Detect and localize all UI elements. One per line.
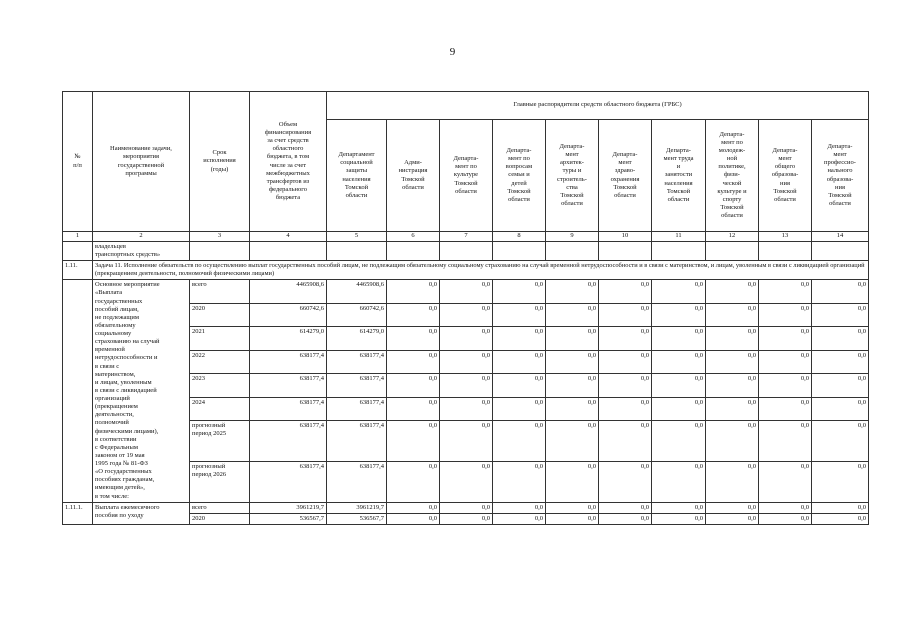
header-term: Срок исполнения (годы) xyxy=(190,92,250,232)
grbs-value: 0,0 xyxy=(599,461,652,502)
term-cell: 2020 xyxy=(190,303,250,327)
grbs-value: 0,0 xyxy=(652,280,706,304)
task-text: Задача 11. Исполнение обязательств по осуществлению выплат государственных пособий лицам, не подлежащим обязательному социальному страхованию на случай временной нетрудоспособности и в связи с материнством, и лицам, уволенным в связи с ликвидацией организаций (прекращением деятельности, полномочий физическими лицами) xyxy=(93,261,869,280)
empty-cell xyxy=(190,242,250,261)
empty-cell xyxy=(387,242,440,261)
grbs-value: 0,0 xyxy=(387,397,440,421)
grbs-value: 0,0 xyxy=(493,461,546,502)
grbs-value: 0,0 xyxy=(440,327,493,351)
grbs-value: 0,0 xyxy=(706,461,759,502)
grbs-value: 0,0 xyxy=(706,327,759,351)
grbs-value: 0,0 xyxy=(812,374,869,398)
grbs-value: 0,0 xyxy=(759,280,812,304)
grbs-value: 0,0 xyxy=(759,461,812,502)
grbs-value: 0,0 xyxy=(812,350,869,374)
column-number: 10 xyxy=(599,232,652,242)
grbs-value: 0,0 xyxy=(440,502,493,513)
grbs-value: 0,0 xyxy=(387,303,440,327)
grbs-value: 0,0 xyxy=(387,502,440,513)
grbs-value: 0,0 xyxy=(652,374,706,398)
term-cell: 2023 xyxy=(190,374,250,398)
event-number: 1.11.1. xyxy=(63,502,93,524)
column-number: 13 xyxy=(759,232,812,242)
grbs-value: 0,0 xyxy=(546,350,599,374)
grbs-value: 0,0 xyxy=(759,327,812,351)
column-number: 14 xyxy=(812,232,869,242)
grbs-value: 0,0 xyxy=(387,350,440,374)
empty-cell xyxy=(546,242,599,261)
grbs-value: 0,0 xyxy=(387,421,440,462)
grbs-value: 0,0 xyxy=(706,350,759,374)
empty-cell xyxy=(759,242,812,261)
term-cell: 2024 xyxy=(190,397,250,421)
grbs-value: 0,0 xyxy=(652,327,706,351)
grbs-value: 0,0 xyxy=(440,350,493,374)
column-number: 2 xyxy=(93,232,190,242)
header-grbs-col: Департа- мент по культуре Томской области xyxy=(440,120,493,232)
grbs-value: 0,0 xyxy=(706,303,759,327)
header-grbs-col: Департа- мент профессио- нального образова- ния Томской области xyxy=(812,120,869,232)
empty-cell xyxy=(440,242,493,261)
grbs-value: 536567,7 xyxy=(327,513,387,524)
grbs-value: 0,0 xyxy=(493,303,546,327)
header-grbs-col: Департа- мент архитек- туры и строитель- ства Томской области xyxy=(546,120,599,232)
grbs-value: 0,0 xyxy=(546,513,599,524)
grbs-value: 0,0 xyxy=(493,327,546,351)
total-value: 638177,4 xyxy=(250,374,327,398)
column-number: 8 xyxy=(493,232,546,242)
grbs-value: 0,0 xyxy=(387,374,440,398)
grbs-value: 0,0 xyxy=(493,280,546,304)
event-name: Выплата ежемесячного пособия по уходу xyxy=(93,502,190,524)
empty-cell xyxy=(493,242,546,261)
task-number: 1.11. xyxy=(63,261,93,280)
header-grbs-col: Департамент социальной защиты населения Томской области xyxy=(327,120,387,232)
header-grbs-col: Адми- нистрация Томской области xyxy=(387,120,440,232)
grbs-value: 0,0 xyxy=(599,513,652,524)
column-number: 9 xyxy=(546,232,599,242)
column-number: 11 xyxy=(652,232,706,242)
grbs-value: 0,0 xyxy=(440,374,493,398)
empty-cell xyxy=(250,242,327,261)
total-value: 638177,4 xyxy=(250,461,327,502)
grbs-value: 0,0 xyxy=(493,513,546,524)
empty-cell xyxy=(706,242,759,261)
grbs-value: 0,0 xyxy=(759,502,812,513)
grbs-value: 0,0 xyxy=(812,502,869,513)
grbs-value: 638177,4 xyxy=(327,397,387,421)
grbs-value: 638177,4 xyxy=(327,374,387,398)
column-number: 1 xyxy=(63,232,93,242)
grbs-value: 0,0 xyxy=(706,502,759,513)
term-cell: всего xyxy=(190,502,250,513)
grbs-value: 0,0 xyxy=(546,397,599,421)
grbs-value: 0,0 xyxy=(546,502,599,513)
grbs-value: 0,0 xyxy=(706,421,759,462)
column-number: 6 xyxy=(387,232,440,242)
grbs-value: 3961219,7 xyxy=(327,502,387,513)
grbs-value: 0,0 xyxy=(652,461,706,502)
grbs-value: 0,0 xyxy=(599,374,652,398)
term-cell: прогнозный период 2026 xyxy=(190,461,250,502)
column-number: 5 xyxy=(327,232,387,242)
grbs-value: 0,0 xyxy=(546,280,599,304)
grbs-value: 638177,4 xyxy=(327,421,387,462)
grbs-value: 0,0 xyxy=(493,350,546,374)
grbs-value: 0,0 xyxy=(599,397,652,421)
grbs-value: 638177,4 xyxy=(327,350,387,374)
grbs-value: 638177,4 xyxy=(327,461,387,502)
empty-cell xyxy=(599,242,652,261)
total-value: 638177,4 xyxy=(250,397,327,421)
empty-cell xyxy=(63,280,93,502)
grbs-value: 0,0 xyxy=(759,374,812,398)
page-number: 9 xyxy=(449,46,456,58)
term-cell: прогнозный период 2025 xyxy=(190,421,250,462)
grbs-value: 0,0 xyxy=(759,350,812,374)
total-value: 3961219,7 xyxy=(250,502,327,513)
grbs-value: 0,0 xyxy=(706,374,759,398)
grbs-value: 0,0 xyxy=(440,280,493,304)
empty-cell xyxy=(327,242,387,261)
grbs-value: 0,0 xyxy=(387,513,440,524)
header-grbs-col: Департа- мент общего образова- ния Томской области xyxy=(759,120,812,232)
grbs-value: 0,0 xyxy=(440,303,493,327)
grbs-value: 0,0 xyxy=(652,350,706,374)
grbs-value: 0,0 xyxy=(546,374,599,398)
column-number: 4 xyxy=(250,232,327,242)
grbs-value: 0,0 xyxy=(546,461,599,502)
empty-cell xyxy=(63,242,93,261)
grbs-value: 0,0 xyxy=(706,280,759,304)
grbs-value: 0,0 xyxy=(599,350,652,374)
grbs-value: 0,0 xyxy=(599,303,652,327)
grbs-value: 0,0 xyxy=(493,421,546,462)
grbs-value: 0,0 xyxy=(812,327,869,351)
grbs-value: 0,0 xyxy=(652,397,706,421)
grbs-value: 0,0 xyxy=(387,461,440,502)
grbs-value: 614279,0 xyxy=(327,327,387,351)
grbs-value: 0,0 xyxy=(812,421,869,462)
total-value: 536567,7 xyxy=(250,513,327,524)
grbs-value: 0,0 xyxy=(652,502,706,513)
term-cell: 2021 xyxy=(190,327,250,351)
event-name: Основное мероприятие «Выплата государственных пособий лицам, не подлежащим обязательному социальному страхованию на случай временной нетрудоспособности и в связи с материнством, и лицам, уволенным в связи с ликвидацией организаций (прекращением деятельности, полномочий физическими лицами), в соответствии с Федеральным законом от 19 мая 1995 года № 81-ФЗ «О государственных пособиях гражданам, имеющим детей», в том числе: xyxy=(93,280,190,502)
grbs-value: 0,0 xyxy=(759,303,812,327)
table-row xyxy=(63,280,869,304)
grbs-value: 0,0 xyxy=(759,513,812,524)
term-cell: всего xyxy=(190,280,250,304)
grbs-value: 0,0 xyxy=(652,513,706,524)
term-cell: 2022 xyxy=(190,350,250,374)
grbs-value: 0,0 xyxy=(812,513,869,524)
header-grbs-col: Департа- мент по вопросам семьи и детей Томской области xyxy=(493,120,546,232)
header-grbs-col: Департа- мент здраво- охранения Томской области xyxy=(599,120,652,232)
grbs-value: 0,0 xyxy=(599,421,652,462)
grbs-value: 0,0 xyxy=(546,303,599,327)
grbs-value: 0,0 xyxy=(599,502,652,513)
grbs-value: 0,0 xyxy=(387,280,440,304)
grbs-value: 0,0 xyxy=(493,502,546,513)
total-value: 638177,4 xyxy=(250,350,327,374)
header-grbs-col: Департа- мент труда и занятости населения Томской области xyxy=(652,120,706,232)
grbs-value: 0,0 xyxy=(440,513,493,524)
grbs-value: 0,0 xyxy=(599,280,652,304)
grbs-value: 0,0 xyxy=(759,421,812,462)
total-value: 660742,6 xyxy=(250,303,327,327)
header-grbs-col: Департа- мент по молодеж- ной политике, физи- ческой культуре и спорту Томской области xyxy=(706,120,759,232)
carry-text: владельцев транспортных средств» xyxy=(93,242,190,261)
total-value: 614279,0 xyxy=(250,327,327,351)
empty-cell xyxy=(812,242,869,261)
header-name: Наименование задачи, мероприятия государственной программы xyxy=(93,92,190,232)
grbs-value: 0,0 xyxy=(493,374,546,398)
grbs-value: 0,0 xyxy=(599,327,652,351)
header-volume: Объем финансирования за счет средств областного бюджета, в том числе за счет межбюджетных трансфертов из федерального бюджета xyxy=(250,92,327,232)
grbs-value: 0,0 xyxy=(759,397,812,421)
grbs-value: 0,0 xyxy=(493,397,546,421)
grbs-value: 0,0 xyxy=(387,327,440,351)
grbs-value: 0,0 xyxy=(546,421,599,462)
grbs-value: 0,0 xyxy=(706,397,759,421)
header-grbs-title: Главные распорядители средств областного бюджета (ГРБС) xyxy=(327,92,869,120)
grbs-value: 660742,6 xyxy=(327,303,387,327)
grbs-value: 0,0 xyxy=(812,397,869,421)
grbs-value: 0,0 xyxy=(812,461,869,502)
term-cell: 2020 xyxy=(190,513,250,524)
grbs-value: 0,0 xyxy=(546,327,599,351)
table-row xyxy=(63,502,869,513)
empty-cell xyxy=(652,242,706,261)
grbs-value: 4465908,6 xyxy=(327,280,387,304)
grbs-value: 0,0 xyxy=(812,303,869,327)
column-number: 7 xyxy=(440,232,493,242)
header-number: № п/п xyxy=(63,92,93,232)
total-value: 4465908,6 xyxy=(250,280,327,304)
grbs-value: 0,0 xyxy=(706,513,759,524)
column-number: 3 xyxy=(190,232,250,242)
grbs-value: 0,0 xyxy=(652,303,706,327)
financing-table xyxy=(62,91,869,525)
total-value: 638177,4 xyxy=(250,421,327,462)
grbs-value: 0,0 xyxy=(652,421,706,462)
grbs-value: 0,0 xyxy=(812,280,869,304)
column-number: 12 xyxy=(706,232,759,242)
grbs-value: 0,0 xyxy=(440,421,493,462)
grbs-value: 0,0 xyxy=(440,461,493,502)
grbs-value: 0,0 xyxy=(440,397,493,421)
